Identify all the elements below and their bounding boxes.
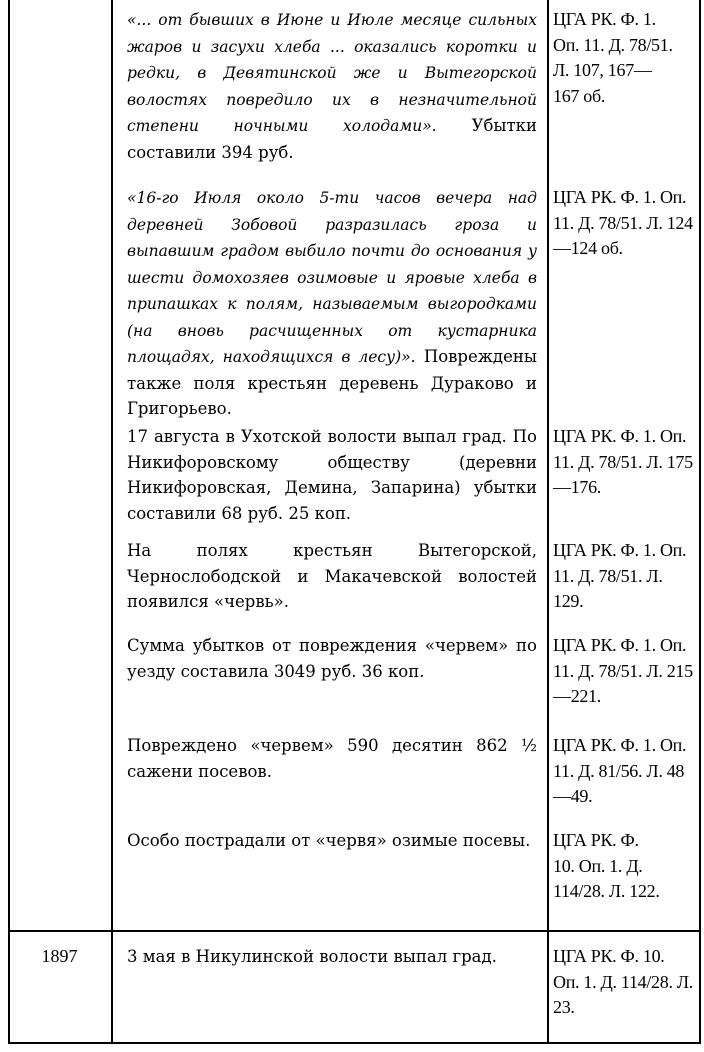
entry-source: ЦГА РК. Ф. 1. Оп. 11. Д. 78/51. Л. 129. xyxy=(553,540,687,611)
entry-description xyxy=(127,185,537,422)
entry-description xyxy=(127,424,537,526)
entry-text: Убытки составили 394 руб. xyxy=(127,116,537,162)
entry-source: ЦГА РК. Ф. 1. Оп. 11. Д. 78/51. Л. 215—221. xyxy=(553,635,693,706)
entry-text: Повреждено «червем» 590 десятин 862 ½ сажени посевов. xyxy=(127,736,537,781)
row-divider xyxy=(8,930,701,932)
table-border-left xyxy=(8,0,10,1044)
entry-text: 3 мая в Никулинской волости выпал град. xyxy=(127,947,497,966)
entry-source: ЦГА РК. Ф. 1. Оп. 11. Д. 81/56. Л. 48—49. xyxy=(553,735,687,806)
entry-text: Особо пострадали от «червя» озимые посевы. xyxy=(127,831,531,850)
entry-source: ЦГА РК. Ф. 10. Оп. 1. Д. 114/28. Л. 23. xyxy=(553,946,693,1017)
column-divider-2 xyxy=(547,0,549,1044)
column-divider-1 xyxy=(111,0,113,1044)
entry-text: На полях крестьян Вытегорской, Чернослободской и Макачевской волостей появился «червь». xyxy=(127,541,537,611)
entry-source: ЦГА РК. Ф. 10. Оп. 1. Д. 114/28. Л. 122. xyxy=(553,830,660,901)
year-cell: 1897 xyxy=(41,946,78,966)
entry-quote: «... от бывших в Июне и Июле месяце сильных жаров и засухи хлеба ... оказались коротки и редки, в Девятинской же и Вытегорской волостях повредило их в незначительной степени ночными холодами». xyxy=(127,11,537,135)
entry-text: Повреждены также поля крестьян деревень Дураково и Григорьево. xyxy=(127,347,537,418)
entry-text: Сумма убытков от повреждения «червем» по уезду составила 3049 руб. 36 коп. xyxy=(127,636,537,681)
table-border-bottom xyxy=(8,1042,701,1044)
entry-description xyxy=(127,733,537,784)
entry-description xyxy=(127,633,537,684)
entry-quote: «16-го Июля около 5-ти часов вечера над деревней Зобовой разразилась гроза и выпавшим градом выбило почти до основания у шести домохозяев озимовые и яровые хлеба в припашках к полям, называемым выгородками (на вновь расчищенных от кустарника площадях, находящихся в лесу)». xyxy=(127,189,537,366)
entry-description xyxy=(127,538,537,615)
entry-description xyxy=(127,828,537,854)
table-border-right xyxy=(699,0,701,1044)
entry-text: 17 августа в Ухотской волости выпал град. По Никифоровскому обществу (деревни Никифоровская, Демина, Запарина) убытки составили 68 руб. 25 коп. xyxy=(127,427,537,523)
entry-source: ЦГА РК. Ф. 1. Оп. 11. Д. 78/51. Л. 107, 167—167 об. xyxy=(553,9,673,106)
entry-description xyxy=(127,944,537,970)
entry-source: ЦГА РК. Ф. 1. Оп. 11. Д. 78/51. Л. 175—176. xyxy=(553,426,693,497)
entry-source: ЦГА РК. Ф. 1. Оп. 11. Д. 78/51. Л. 124—124 об. xyxy=(553,187,693,258)
entry-description xyxy=(127,7,537,165)
